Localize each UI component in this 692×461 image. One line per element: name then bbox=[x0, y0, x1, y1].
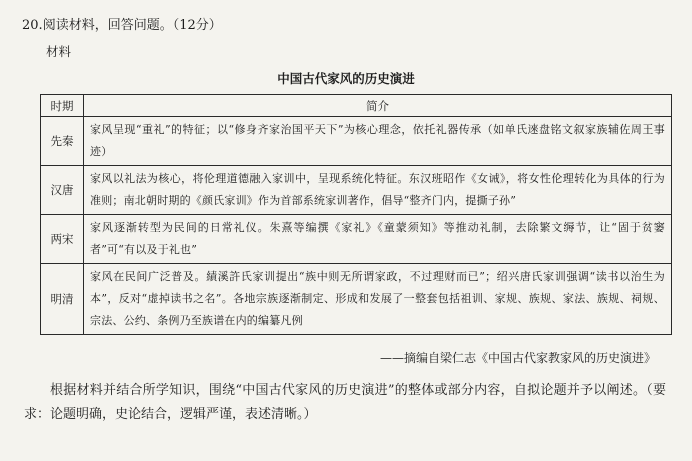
table-row bbox=[41, 117, 672, 166]
period-cell: 汉唐 bbox=[41, 166, 84, 215]
table-row bbox=[41, 166, 672, 215]
period-cell: 两宋 bbox=[41, 215, 84, 264]
table-row bbox=[41, 264, 672, 335]
table-header-row bbox=[41, 95, 672, 117]
source-citation: ——摘编自梁仁志《中国古代家教家风的历史演进》 bbox=[379, 351, 656, 365]
material-label: 材料 bbox=[46, 44, 72, 59]
description-cell: 家风以礼法为核心，将伦理道德融入家训中，呈现系统化特征。东汉班昭作《女诫》，将女性伦理转化为具体的行为准则；南北朝时期的《颜氏家训》作为首部系统家训著作，倡导“整齐门内，提撕子孙” bbox=[84, 166, 672, 215]
table-title: 中国古代家风的历史演进 bbox=[277, 71, 415, 86]
table-row bbox=[41, 215, 672, 264]
history-table bbox=[40, 94, 672, 335]
period-cell: 明清 bbox=[41, 264, 84, 335]
header-period: 时期 bbox=[41, 95, 84, 117]
question-number: 20. bbox=[22, 18, 43, 33]
question-text: 阅读材料，回答问题。（12分） bbox=[42, 18, 222, 33]
question-prompt: 根据材料并结合所学知识，围绕“中国古代家风的历史演进”的整体或部分内容，自拟论题并予以阐述。（要求：论题明确，史论结合，逻辑严谨，表述清晰。） bbox=[24, 383, 666, 422]
description-cell: 家风在民间广泛普及。績溪許氏家训提出“族中则无所谓家政，不过理财而已”；绍兴唐氏家训强调“读书以治生为本”，反对“虚掉读书之名”。各地宗族逐渐制定、形成和发展了一整套包括祖训、家规、族规、家法、族规、祠规、宗法、公约、条例乃至族谱在内的编纂凡例 bbox=[84, 264, 672, 335]
description-cell: 家风呈现“重礼”的特征；以“修身齐家治国平天下”为核心理念，依托礼器传承（如单氏逨盘铭文叙家族辅佐周王事迹） bbox=[84, 117, 672, 166]
description-cell: 家风逐渐转型为民间的日常礼仪。朱熹等编撰《家礼》《童蒙须知》等推动礼制，去除繁文缛节，让“固于贫窭者”可“有以及于礼也” bbox=[84, 215, 672, 264]
period-cell: 先秦 bbox=[41, 117, 84, 166]
header-description: 简介 bbox=[84, 95, 672, 117]
question-heading bbox=[22, 18, 222, 34]
